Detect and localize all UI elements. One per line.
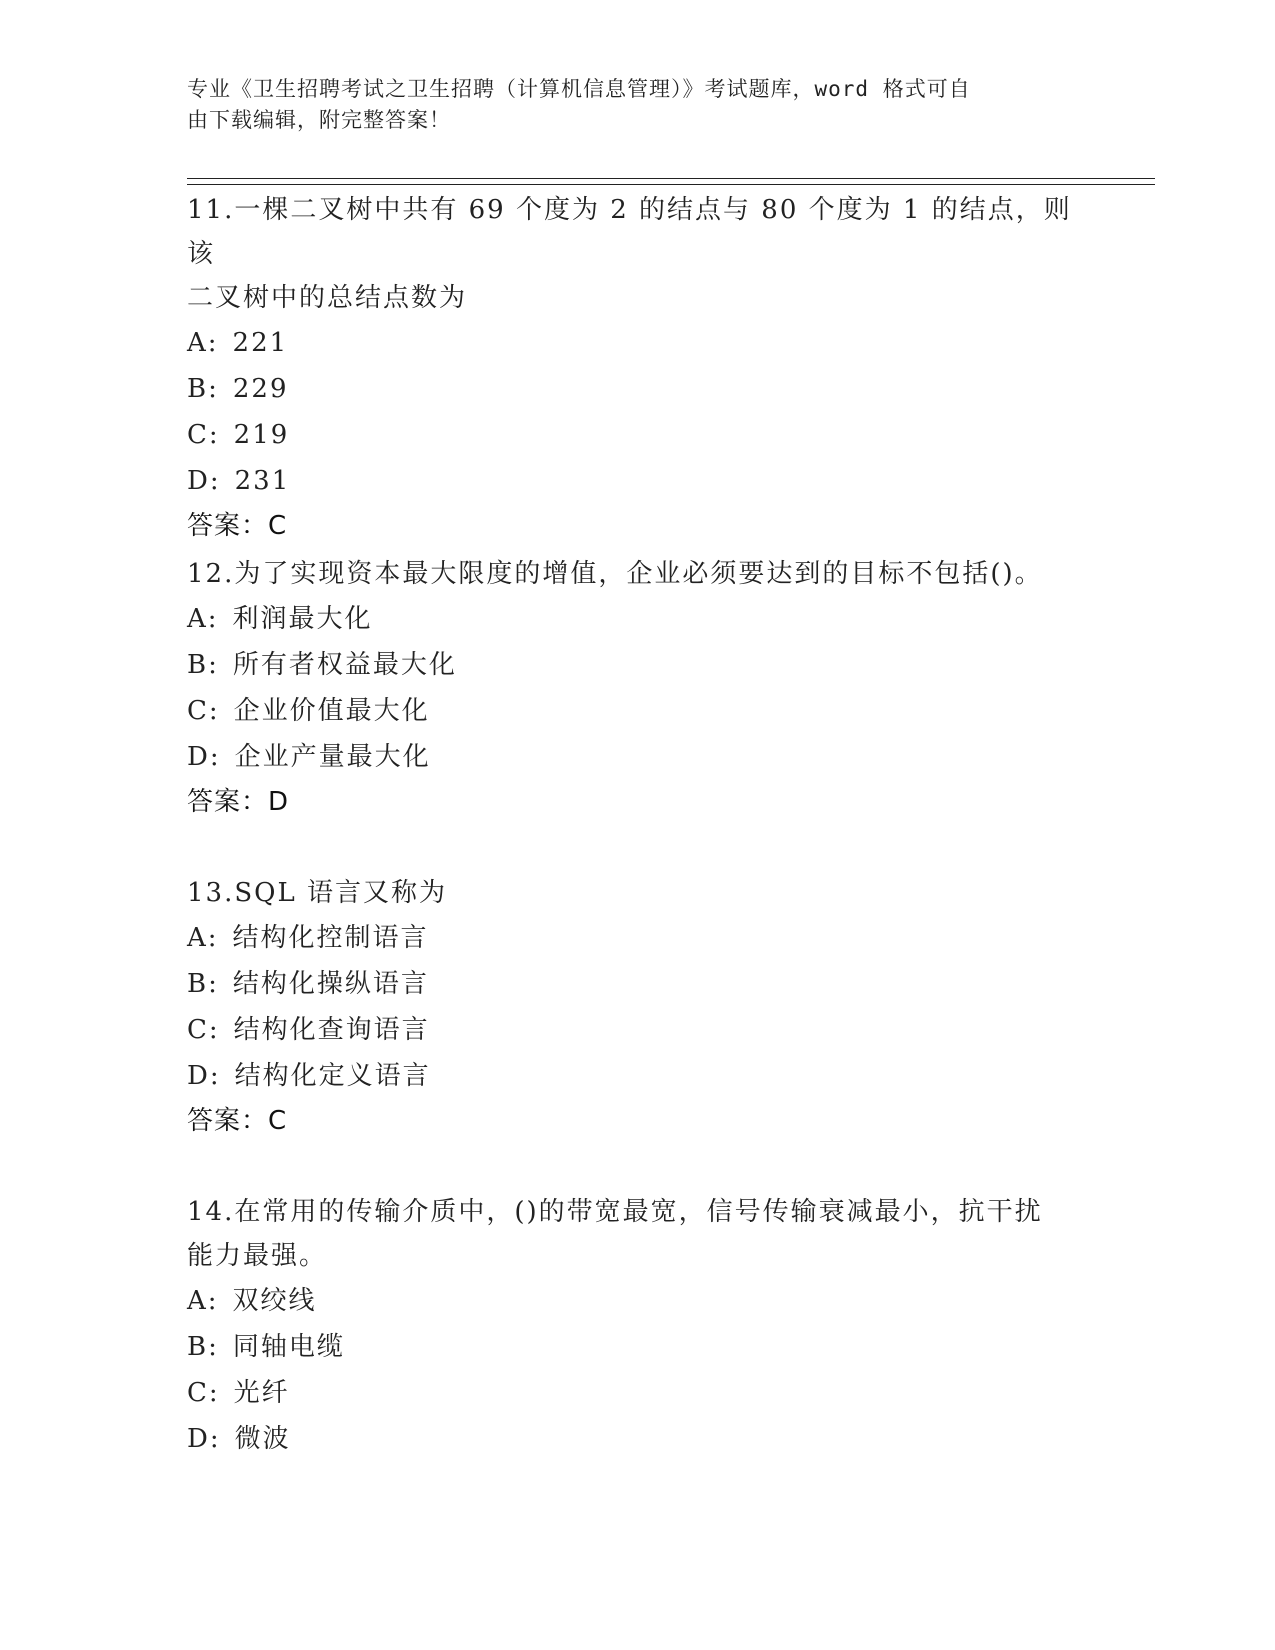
option-text: 229 — [232, 374, 289, 404]
option-text: 231 — [234, 466, 291, 496]
option-text: 219 — [233, 420, 290, 450]
option-text: 结构化控制语言 — [232, 923, 429, 953]
option-letter: D — [187, 742, 210, 772]
option-text: 微波 — [234, 1424, 291, 1454]
option-separator: : — [208, 374, 219, 404]
option-letter: C — [187, 1378, 209, 1408]
option-text: 结构化查询语言 — [233, 1015, 430, 1045]
option-c — [187, 1370, 1087, 1416]
question-12 — [187, 552, 1087, 824]
option-d — [187, 1053, 1087, 1099]
option-separator: : — [209, 1061, 221, 1091]
question-text-line-2: 能力最强。 — [187, 1241, 328, 1271]
option-letter: B — [187, 374, 209, 404]
option-letter: C — [187, 696, 209, 726]
header-line-2: 由下载编辑，附完整答案！ — [187, 108, 451, 132]
option-separator: : — [207, 923, 219, 953]
option-separator: : — [208, 969, 219, 999]
option-letter: C — [187, 1015, 209, 1045]
option-text: 双绞线 — [232, 1286, 317, 1316]
option-c — [187, 1007, 1087, 1053]
question-13 — [187, 871, 1087, 1143]
question-14 — [187, 1190, 1087, 1462]
option-text: 利润最大化 — [232, 604, 373, 634]
option-text: 所有者权益最大化 — [232, 650, 457, 680]
document-header — [187, 74, 1087, 136]
option-a — [187, 1278, 1087, 1324]
option-d — [187, 1416, 1087, 1462]
option-c — [187, 688, 1087, 734]
option-text: 同轴电缆 — [232, 1332, 345, 1362]
option-text: 结构化定义语言 — [234, 1061, 431, 1091]
question-text-line-1: 13.SQL 语言又称为 — [187, 878, 448, 908]
option-text: 光纤 — [233, 1378, 290, 1408]
option-letter: B — [187, 650, 209, 680]
option-a — [187, 320, 1087, 366]
option-letter: A — [187, 604, 208, 634]
option-separator: : — [207, 604, 219, 634]
option-text: 企业产量最大化 — [234, 742, 431, 772]
answer: 答案：C — [187, 1106, 288, 1136]
option-separator: : — [208, 1332, 219, 1362]
option-b — [187, 1324, 1087, 1370]
option-d — [187, 734, 1087, 780]
option-separator: : — [207, 328, 219, 358]
option-separator: : — [209, 466, 221, 496]
option-text: 221 — [232, 328, 289, 358]
option-b — [187, 366, 1087, 412]
option-separator: : — [208, 1378, 220, 1408]
option-text: 结构化操纵语言 — [232, 969, 429, 999]
answer: 答案：C — [187, 511, 288, 541]
option-separator: : — [208, 696, 220, 726]
option-letter: D — [187, 1424, 210, 1454]
option-letter: B — [187, 1332, 209, 1362]
question-text-line-2: 二叉树中的总结点数为 — [187, 283, 468, 313]
header-divider-bottom — [187, 184, 1155, 185]
option-separator: : — [209, 1424, 221, 1454]
question-text-line-1: 12.为了实现资本最大限度的增值，企业必须要达到的目标不包括()。 — [187, 559, 1043, 589]
header-divider-top — [187, 178, 1155, 179]
option-a — [187, 915, 1087, 961]
option-separator: : — [208, 650, 219, 680]
option-a — [187, 596, 1087, 642]
option-b — [187, 642, 1087, 688]
question-11 — [187, 188, 1087, 548]
option-letter: B — [187, 969, 209, 999]
option-letter: A — [187, 328, 208, 358]
question-text-line-1: 11.一棵二叉树中共有 69 个度为 2 的结点与 80 个度为 1 的结点，则该 — [187, 195, 1072, 269]
option-letter: A — [187, 923, 208, 953]
option-separator: : — [209, 742, 221, 772]
question-text-line-1: 14.在常用的传输介质中，()的带宽最宽，信号传输衰减最小，抗干扰 — [187, 1197, 1043, 1227]
option-text: 企业价值最大化 — [233, 696, 430, 726]
option-b — [187, 961, 1087, 1007]
answer: 答案：D — [187, 787, 290, 817]
option-separator: : — [207, 1286, 219, 1316]
option-letter: D — [187, 466, 210, 496]
option-letter: D — [187, 1061, 210, 1091]
option-letter: A — [187, 1286, 208, 1316]
option-letter: C — [187, 420, 209, 450]
option-separator: : — [208, 420, 220, 450]
option-c — [187, 412, 1087, 458]
option-separator: : — [208, 1015, 220, 1045]
header-line-1: 专业《卫生招聘考试之卫生招聘（计算机信息管理）》考试题库，word 格式可自 — [187, 77, 971, 101]
option-d — [187, 458, 1087, 504]
